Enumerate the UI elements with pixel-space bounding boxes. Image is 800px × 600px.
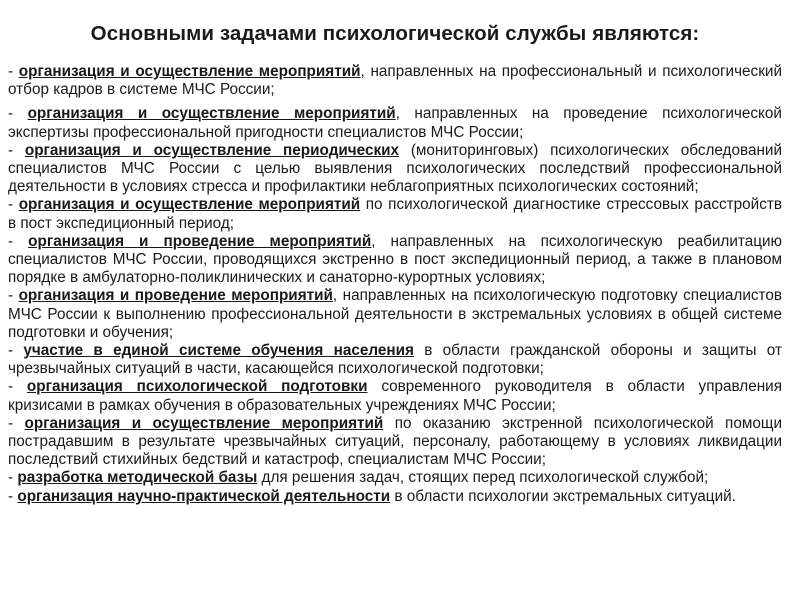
- task-item: [8, 378, 782, 414]
- task-item: [8, 105, 782, 141]
- task-item: [8, 342, 782, 378]
- item-key-phrase: организация и осуществление мероприятий: [24, 414, 384, 432]
- task-item: [8, 415, 782, 470]
- task-item: [8, 196, 782, 232]
- item-text: для решения задач, стоящих перед психологической службой;: [257, 469, 709, 487]
- item-text: в области психологии экстремальных ситуаций.: [390, 487, 736, 505]
- item-key-phrase: организация психологической подготовки: [26, 378, 368, 396]
- item-text: , направленных на проведение психологической экспертизы профессиональной пригодности специалистов МЧС России;: [8, 105, 782, 141]
- task-list: [8, 63, 782, 506]
- slide-title: Основными задачами психологической службы являются:: [90, 22, 700, 45]
- item-key-phrase: организация и осуществление мероприятий: [18, 196, 361, 214]
- item-key-phrase: организация и проведение мероприятий: [18, 287, 333, 305]
- item-dash: -: [8, 342, 24, 360]
- item-dash: -: [8, 414, 25, 432]
- item-key-phrase: организация и осуществление мероприятий: [18, 63, 361, 80]
- item-key-phrase: организация научно-практической деятельности: [17, 487, 391, 505]
- item-dash: -: [8, 287, 19, 305]
- item-dash: -: [8, 63, 19, 80]
- task-item: [8, 287, 782, 342]
- item-text: , направленных на профессиональный и психологический отбор кадров в системе МЧС России;: [8, 63, 782, 99]
- item-dash: -: [8, 141, 25, 159]
- item-text: в области гражданской обороны и защиты от чрезвычайных ситуаций в части, касающейся психологической подготовки;: [8, 342, 782, 378]
- item-dash: -: [8, 469, 18, 487]
- item-text: (мониторинговых) психологических обследований специалистов МЧС России с целью выявления психологических последствий профессиональной деятельности в условиях стресса и профилактики неблагоприятных психологических состояний;: [8, 141, 782, 196]
- item-dash: -: [8, 487, 18, 505]
- item-text: , направленных на психологическую реабилитацию специалистов МЧС России, проводящихся экстренно в пост экспедиционный период, а также в плановом порядке в амбулаторно-поликлинических и санаторно-курортных условиях;: [8, 232, 782, 287]
- task-item: [8, 142, 782, 197]
- item-key-phrase: организация и осуществление периодических: [24, 141, 400, 159]
- task-item: [8, 233, 782, 288]
- task-item: [8, 63, 782, 99]
- task-item: [8, 488, 782, 506]
- item-key-phrase: участие в единой системе обучения населения: [23, 342, 414, 360]
- item-text: по психологической диагностике стрессовых расстройств в пост экспедиционный период;: [8, 196, 782, 232]
- item-dash: -: [8, 378, 27, 396]
- item-text: по оказанию экстренной психологической помощи пострадавшим в результате чрезвычайных ситуаций, персоналу, работающему в условиях ликвидации последствий стихийных бедствий и катастроф, специалистам МЧС России;: [8, 414, 782, 469]
- item-dash: -: [8, 105, 28, 123]
- item-text: современного руководителя в области управления кризисами в рамках обучения в образовательных учреждениях МЧС России;: [8, 378, 782, 414]
- item-key-phrase: разработка методической базы: [17, 469, 258, 487]
- item-dash: -: [8, 232, 29, 250]
- task-item: [8, 469, 782, 487]
- item-text: , направленных на психологическую подготовку специалистов МЧС России к выполнению профессиональной деятельности в экстремальных условиях в общей системе подготовки и обучения;: [8, 287, 782, 341]
- item-key-phrase: организация и проведение мероприятий: [28, 232, 372, 250]
- item-dash: -: [8, 196, 19, 214]
- item-key-phrase: организация и осуществление мероприятий: [27, 105, 396, 123]
